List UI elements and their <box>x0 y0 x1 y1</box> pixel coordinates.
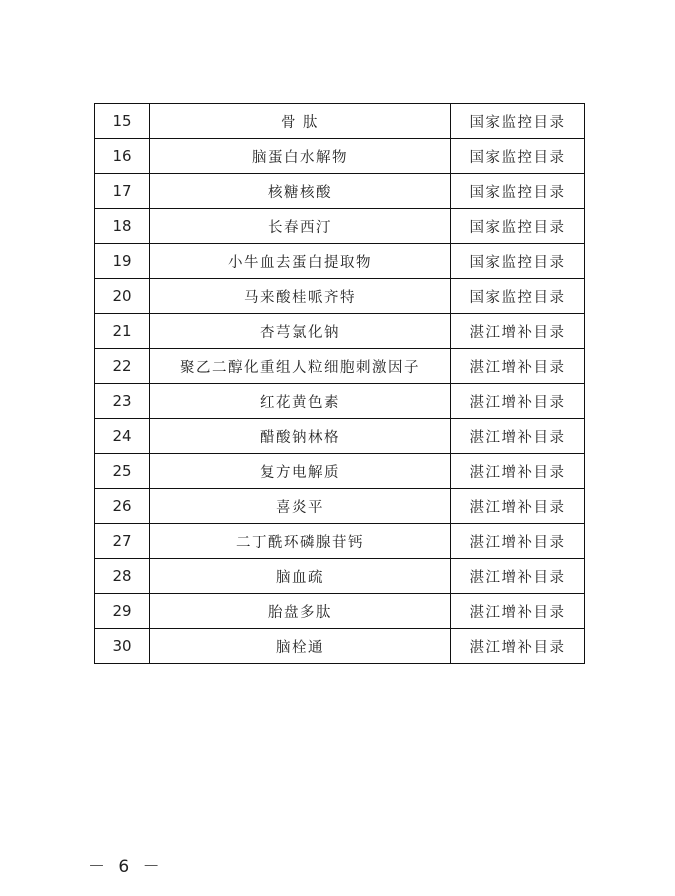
row-number-cell: 16 <box>95 139 150 174</box>
catalog-category-cell: 湛江增补目录 <box>451 454 585 489</box>
row-number-cell: 28 <box>95 559 150 594</box>
row-number-cell: 19 <box>95 244 150 279</box>
table-row <box>95 454 585 489</box>
catalog-category-cell: 国家监控目录 <box>451 209 585 244</box>
drug-name-cell: 二丁酰环磷腺苷钙 <box>150 524 451 559</box>
catalog-category-cell: 国家监控目录 <box>451 174 585 209</box>
catalog-category-cell: 国家监控目录 <box>451 279 585 314</box>
row-number-cell: 25 <box>95 454 150 489</box>
row-number-cell: 30 <box>95 629 150 664</box>
table-row <box>95 419 585 454</box>
drug-name-cell: 骨 肽 <box>150 104 451 139</box>
table-row <box>95 279 585 314</box>
drug-name-cell: 长春西汀 <box>150 209 451 244</box>
catalog-category-cell: 湛江增补目录 <box>451 629 585 664</box>
row-number-cell: 27 <box>95 524 150 559</box>
table-row <box>95 594 585 629</box>
table-body <box>95 104 585 664</box>
row-number-cell: 15 <box>95 104 150 139</box>
row-number-cell: 24 <box>95 419 150 454</box>
row-number-cell: 23 <box>95 384 150 419</box>
catalog-category-cell: 湛江增补目录 <box>451 384 585 419</box>
drug-name-cell: 醋酸钠林格 <box>150 419 451 454</box>
catalog-category-cell: 湛江增补目录 <box>451 314 585 349</box>
row-number-cell: 18 <box>95 209 150 244</box>
catalog-category-cell: 湛江增补目录 <box>451 524 585 559</box>
drug-name-cell: 杏芎氯化钠 <box>150 314 451 349</box>
catalog-category-cell: 湛江增补目录 <box>451 559 585 594</box>
table-row <box>95 524 585 559</box>
drug-name-cell: 红花黄色素 <box>150 384 451 419</box>
row-number-cell: 29 <box>95 594 150 629</box>
drug-name-cell: 核糖核酸 <box>150 174 451 209</box>
table-row <box>95 559 585 594</box>
drug-name-cell: 小牛血去蛋白提取物 <box>150 244 451 279</box>
drug-name-cell: 脑血疏 <box>150 559 451 594</box>
row-number-cell: 17 <box>95 174 150 209</box>
catalog-category-cell: 湛江增补目录 <box>451 594 585 629</box>
catalog-category-cell: 湛江增补目录 <box>451 489 585 524</box>
page-number: － 6 － <box>88 857 164 877</box>
drug-name-cell: 胎盘多肽 <box>150 594 451 629</box>
catalog-category-cell: 湛江增补目录 <box>451 419 585 454</box>
catalog-category-cell: 国家监控目录 <box>451 244 585 279</box>
drug-name-cell: 马来酸桂哌齐特 <box>150 279 451 314</box>
catalog-category-cell: 湛江增补目录 <box>451 349 585 384</box>
drug-name-cell: 复方电解质 <box>150 454 451 489</box>
table-row <box>95 384 585 419</box>
table-row <box>95 314 585 349</box>
drug-list-table <box>94 103 585 664</box>
drug-name-cell: 喜炎平 <box>150 489 451 524</box>
table-row <box>95 489 585 524</box>
table-row <box>95 244 585 279</box>
table-row <box>95 174 585 209</box>
row-number-cell: 22 <box>95 349 150 384</box>
table-row <box>95 629 585 664</box>
table-row <box>95 104 585 139</box>
table-row <box>95 139 585 174</box>
catalog-category-cell: 国家监控目录 <box>451 139 585 174</box>
table-row <box>95 209 585 244</box>
catalog-category-cell: 国家监控目录 <box>451 104 585 139</box>
drug-name-cell: 脑栓通 <box>150 629 451 664</box>
drug-name-cell: 脑蛋白水解物 <box>150 139 451 174</box>
table-row <box>95 349 585 384</box>
row-number-cell: 20 <box>95 279 150 314</box>
row-number-cell: 21 <box>95 314 150 349</box>
drug-name-cell: 聚乙二醇化重组人粒细胞刺激因子 <box>150 349 451 384</box>
row-number-cell: 26 <box>95 489 150 524</box>
